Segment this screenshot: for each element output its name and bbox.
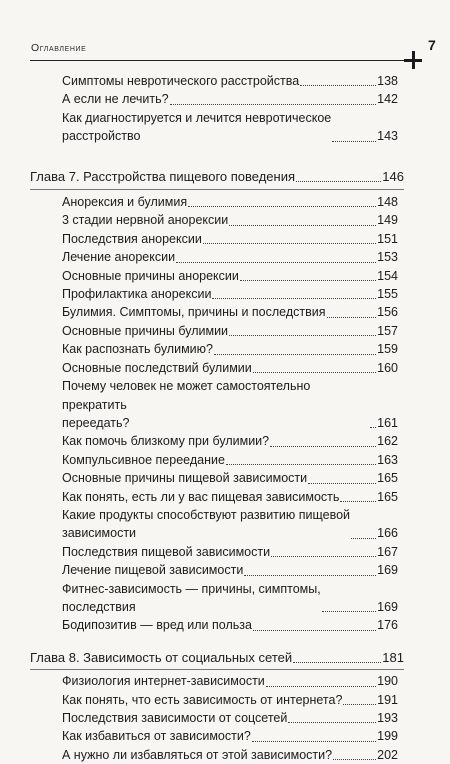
leader-dots: [253, 372, 376, 373]
toc-entry-page: 190: [377, 674, 398, 689]
toc-entry: [62, 230, 398, 248]
leader-dots: [214, 354, 376, 355]
leader-dots: [332, 141, 376, 142]
toc-entry-page: 154: [377, 268, 398, 283]
toc-entry-page: 176: [377, 618, 398, 633]
toc-entry-title: Физиология интернет-зависимости: [62, 674, 265, 689]
toc-entry-title: Булимия. Симптомы, причины и последствия: [62, 305, 326, 320]
toc-entry-title: Основные причины анорексии: [62, 268, 239, 283]
toc-entry-title: Основные причины булимии: [62, 323, 229, 338]
toc-entry-title: Симптомы невротического расстройства: [62, 74, 300, 88]
toc-entry-title: Как помочь близкому при булимии?: [62, 434, 270, 449]
toc-entry-title: Последствия зависимости от соцсетей: [62, 711, 288, 725]
leader-dots: [270, 446, 376, 447]
leader-dots: [176, 262, 376, 263]
toc-entry-title: Анорексия и булимия: [62, 195, 188, 210]
leader-dots: [351, 538, 376, 539]
running-head: Оглавление: [31, 42, 87, 54]
chapter-heading: [30, 649, 404, 667]
toc-entry-title-line: расстройство: [62, 129, 141, 144]
toc-entry-title-line: зависимости: [62, 526, 137, 541]
toc-entry-title: Как избавиться от зависимости?: [62, 729, 251, 744]
leader-dots: [212, 298, 376, 299]
page-header: [0, 0, 450, 62]
toc-entry: [62, 580, 398, 617]
toc-entry-page: 202: [377, 747, 398, 762]
toc-entry: [62, 469, 398, 487]
chapter-rule: [30, 189, 404, 190]
toc-entry-title: [62, 109, 331, 146]
toc-entry-title: Последствия пищевой зависимости: [62, 544, 271, 559]
leader-dots: [229, 225, 376, 226]
header-rule: [30, 60, 413, 61]
toc-entry-title: 3 стадии нервной анорексии: [62, 213, 229, 228]
chapter-title: Глава 7. Расстройства пищевого поведения: [30, 168, 296, 184]
page-number: 7: [428, 37, 436, 53]
toc-entry: [62, 377, 398, 432]
toc-entry-page: 138: [377, 74, 398, 88]
toc-entry: [62, 322, 398, 340]
chapter-page: 181: [382, 649, 404, 665]
toc-entry: [62, 506, 398, 543]
toc-entry-title: [62, 377, 369, 432]
toc-entry: [62, 727, 398, 745]
toc-entry-title-line: Почему человек не может самостоятельно прекратить: [62, 379, 311, 412]
toc-entry-title-line: Фитнес-зависимость — причины, симптомы,: [62, 581, 321, 596]
toc-entry: [62, 340, 398, 358]
plus-mark-icon: [404, 51, 422, 69]
chapter-rule: [30, 669, 404, 670]
leader-dots: [340, 501, 376, 502]
toc-entry-page: 161: [377, 415, 398, 430]
chapter-heading: [30, 168, 404, 186]
toc-entry: [62, 488, 398, 506]
toc-entry: [62, 109, 398, 146]
toc-entry-title: Основные причины пищевой зависимости: [62, 471, 308, 486]
toc-entry-page: 191: [377, 692, 398, 707]
leader-dots: [288, 722, 376, 723]
toc-entry-title: А нужно ли избавляться от этой зависимости?: [62, 747, 333, 762]
toc-entry-page: 151: [377, 231, 398, 246]
toc-entry-page: 159: [377, 342, 398, 357]
toc-entry-title: Компульсивное переедание: [62, 452, 225, 467]
toc-entry-title: Профилактика анорексии: [62, 287, 212, 302]
toc-entry: [62, 285, 398, 303]
toc-entry-page: 165: [377, 471, 398, 486]
toc-entry-page: 169: [377, 563, 398, 578]
toc-entry-title: Последствия анорексии: [62, 231, 202, 246]
toc-entry-title-line: последствия: [62, 599, 136, 614]
toc-entry-page: 163: [377, 452, 398, 467]
toc-entry: [62, 72, 398, 90]
leader-dots: [229, 335, 376, 336]
toc-entry: [62, 616, 398, 634]
toc-entry: [62, 543, 398, 561]
table-of-contents: [0, 72, 450, 764]
toc-entry: [62, 561, 398, 579]
leader-dots: [300, 85, 376, 86]
toc-entry: [62, 267, 398, 285]
leader-dots: [170, 104, 377, 105]
toc-entry-page: 193: [377, 711, 398, 725]
leader-dots: [327, 317, 377, 318]
leader-dots: [240, 280, 376, 281]
leader-dots: [296, 181, 381, 182]
toc-entry-page: 143: [377, 129, 398, 144]
leader-dots: [266, 686, 376, 687]
leader-dots: [188, 206, 376, 207]
leader-dots: [244, 575, 376, 576]
leader-dots: [322, 611, 376, 612]
toc-entry: [62, 746, 398, 764]
leader-dots: [203, 243, 376, 244]
leader-dots: [253, 630, 376, 631]
toc-entry-title: Основные последствий булимии: [62, 360, 252, 375]
toc-entry-page: 162: [377, 434, 398, 449]
toc-entry-title: А если не лечить?: [62, 92, 169, 107]
toc-entry-page: 160: [377, 360, 398, 375]
leader-dots: [252, 741, 376, 742]
toc-entry: [62, 709, 398, 727]
toc-entry-title-line: переедать?: [62, 415, 130, 430]
toc-entry-title-line: Какие продукты способствуют развитию пищевой: [62, 507, 351, 522]
toc-entry-title: [62, 580, 321, 617]
toc-entry-page: 157: [377, 323, 398, 338]
toc-entry-page: 148: [377, 195, 398, 210]
toc-entry-title: Как понять, есть ли у вас пищевая зависимость: [62, 489, 340, 504]
leader-dots: [370, 427, 376, 428]
toc-entry: [62, 359, 398, 377]
leader-dots: [293, 662, 381, 663]
toc-entry-title: Бодипозитив — вред или польза: [62, 618, 252, 633]
leader-dots: [308, 483, 376, 484]
toc-entry-page: 166: [377, 526, 398, 541]
toc-entry-page: 199: [377, 729, 398, 744]
toc-entry-title-line: Как диагностируется и лечится невротическое: [62, 110, 332, 125]
toc-entry-page: 156: [377, 305, 398, 320]
toc-entry: [62, 211, 398, 229]
toc-entry-page: 167: [377, 544, 398, 559]
toc-entry: [62, 90, 398, 108]
toc-entry: [62, 193, 398, 211]
toc-entry-title: Как распознать булимию?: [62, 342, 213, 357]
toc-entry: [62, 248, 398, 266]
toc-entry-title: Как понять, что есть зависимость от интернета?: [62, 692, 343, 707]
toc-entry-title: Лечение анорексии: [62, 250, 176, 265]
toc-entry-title: Лечение пищевой зависимости: [62, 563, 244, 578]
toc-entry-page: 165: [377, 489, 398, 504]
toc-entry-title: [62, 506, 350, 543]
toc-entry-page: 155: [377, 287, 398, 302]
toc-entry-page: 169: [377, 599, 398, 614]
leader-dots: [271, 556, 376, 557]
toc-entry: [62, 303, 398, 321]
toc-entry: [62, 672, 398, 690]
toc-entry-page: 149: [377, 213, 398, 228]
toc-entry: [62, 432, 398, 450]
leader-dots: [333, 759, 376, 760]
toc-entry: [62, 451, 398, 469]
leader-dots: [343, 704, 376, 705]
toc-entry-page: 153: [377, 250, 398, 265]
chapter-title: Глава 8. Зависимость от социальных сетей: [30, 649, 293, 665]
toc-entry-page: 142: [377, 92, 398, 107]
leader-dots: [226, 464, 376, 465]
chapter-page: 146: [382, 168, 404, 184]
